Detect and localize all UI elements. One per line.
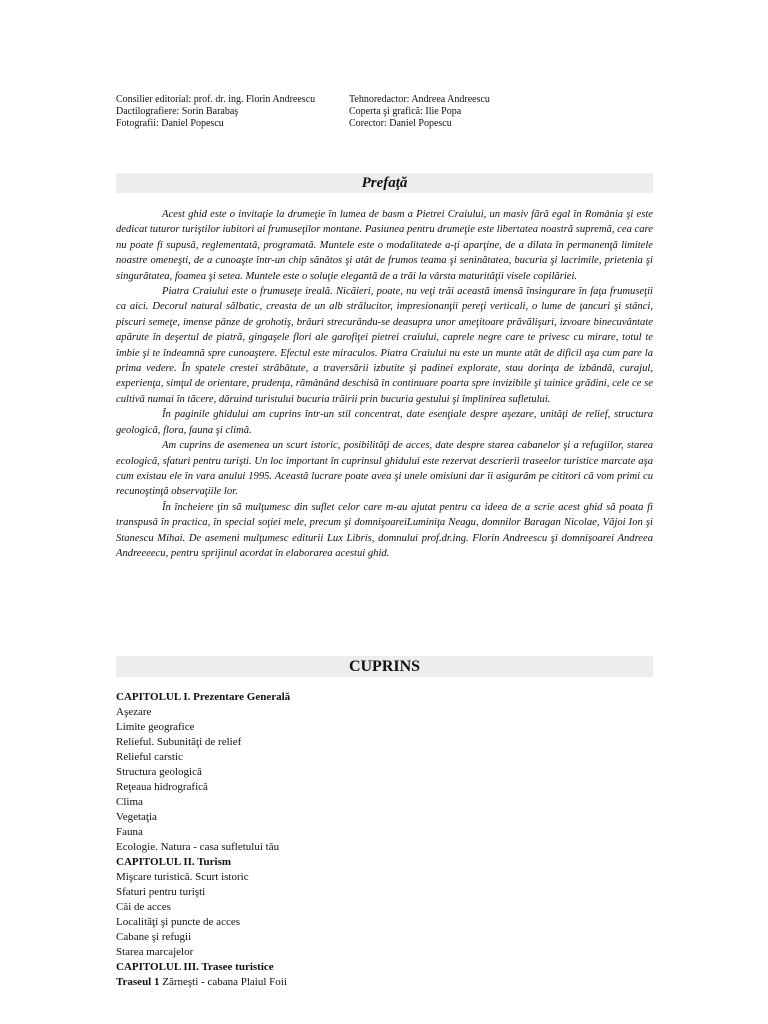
toc-chapter: CAPITOLUL III. Trasee turistice (116, 961, 274, 973)
toc-item: Reţeaua hidrografică (116, 781, 208, 793)
toc-item: Aşezare (116, 706, 152, 718)
toc-item: Căi de acces (116, 901, 171, 913)
credit-line: Tehnoredactor: Andreea Andreescu (349, 94, 490, 105)
preface-paragraph: Piatra Craiului este o frumuseţe ireală. Nicăieri, poate, nu veţi trăi această imensă însingurare în faţa frumuseţii ca aici. Decorul natural sălbatic, creasta de un alb strălucitor, impresionanţii pereţi verticali, o lume de ţancuri şi stânci, piscuri semeţe, imense pânze de grohotiş, brâuri strecurându-se deasupra unor ameţitoare prăvălişuri, izvoare binecuvântate apărute în deşertul de piatră, gingaşele flori ale garofiţei pietrei craiului, caprele negre care te privesc cu mirare, totul te îmbie şi te îndeamnă spre cunoaştere. Efectul este miraculos. Piatra Craiului nu este un munte atât de dificil aşa cum pare la prima vedere. În spatele crestei străbătute, a traversării izbutite şi padinei explorate, stau dorinţa de izbândă, curajul, experienţa, simţul de orientare, prudenţa, rămânând deschisă în continuare poarta spre invizibile şi tainice grădini, cele ce se cultivă numai în tăcere, dăruind turistului bucuria trăirii prin bucuria gestului şi împlinirea sufletului. (116, 286, 653, 405)
toc-title: CUPRINS (116, 656, 653, 677)
credits-left-column (116, 94, 315, 130)
toc-item: Vegetaţia (116, 811, 157, 823)
route-label: Traseul 1 (116, 976, 160, 988)
toc-chapter: CAPITOLUL II. Turism (116, 856, 232, 868)
toc-item: Ecologie. Natura - casa sufletului tău (116, 841, 280, 853)
toc-chapter: CAPITOLUL I. Prezentare Generală (116, 691, 291, 703)
toc-item: Relieful. Subunităţi de relief (116, 736, 242, 748)
preface-paragraph: Acest ghid este o invitaţie la drumeţie în lumea de basm a Pietrei Craiului, un masiv fără egal în România şi este dedicat tuturor turiştilor iubitori ai frumuseţilor montane. Pasiunea pentru drumeţie este libertatea noastră supremă, cea care nu poate fi supusă, reglementată, programată. Muntele este o modalitatede a-ţi aparţine, de a dilata în permanenţă limitele noastre omeneşti, de a cunoaşte într-un chip sănătos şi atât de frumos teama şi seninătatea, bucuria şi lacrimile, prietenia şi singurătatea, foamea şi setea. Muntele este o soluţie elegantă de a trăi la vârsta maturităţii visele copilăriei. (116, 209, 653, 282)
credit-line: Fotografii: Daniel Popescu (116, 118, 224, 129)
route-text: Zărneşti - cabana Plaiul Foii (159, 976, 287, 988)
toc-item: Mişcare turistică. Scurt istoric (116, 871, 249, 883)
toc-item: Limite geografice (116, 721, 195, 733)
table-of-contents (116, 690, 653, 990)
toc-route (116, 975, 653, 990)
credit-line: Coperta şi grafică: Ilie Popa (349, 106, 462, 117)
credit-line: Consilier editorial: prof. dr. ing. Florin Andreescu (116, 94, 316, 105)
preface-paragraph: Am cuprins de asemenea un scurt istoric, posibilităţi de acces, date despre starea cabanelor şi a refugiilor, starea ecologică, sfaturi pentru turişti. Un loc important în cuprinsul ghidului este rezervat descrierii traseelor turistice marcate aşa cum existau ele în vara anului 1995. Această lucrare poate avea şi unele omisiuni dar îi asigurăm pe cititori că vom primi cu recunoştinţă observaţiile lor. (116, 440, 653, 498)
preface-title: Prefaţă (116, 173, 653, 193)
preface-paragraph: În paginile ghidului am cuprins într-un stil concentrat, date esenţiale despre aşezare, unităţi de relief, structura geologică, flora, fauna şi climă. (116, 409, 653, 436)
preface-text (116, 207, 653, 561)
toc-item: Starea marcajelor (116, 946, 194, 958)
toc-item: Localităţi şi puncte de acces (116, 916, 240, 928)
credit-line: Dactilografiere: Sorin Barabaş (116, 106, 239, 117)
toc-item: Cabane şi refugii (116, 931, 192, 943)
toc-item: Structura geologică (116, 766, 202, 778)
credits-right-column (349, 94, 490, 130)
credit-line: Corector: Daniel Popescu (349, 118, 452, 129)
toc-item: Sfaturi pentru turişti (116, 886, 206, 898)
preface-paragraph: În încheiere ţin să mulţumesc din suflet celor care m-au ajutat pentru ca ideea de a scrie acest ghid să poata fi transpusă în practica, în special soţiei mele, precum şi domnişoareiLuminiţa Neagu, domnilor Baragan Nicolae, Văjoi Ion şi Stanescu Mihai. De asemeni mulţumesc editurii Lux Libris, domnului prof.dr.ing. Florin Andreescu şi domnişoarei Andreea Andreeeecu, pentru sprijinul acordat în elaborarea acestui ghid. (116, 501, 653, 559)
toc-item: Relieful carstic (116, 751, 183, 763)
toc-item: Fauna (116, 826, 143, 838)
toc-item: Clima (116, 796, 143, 808)
